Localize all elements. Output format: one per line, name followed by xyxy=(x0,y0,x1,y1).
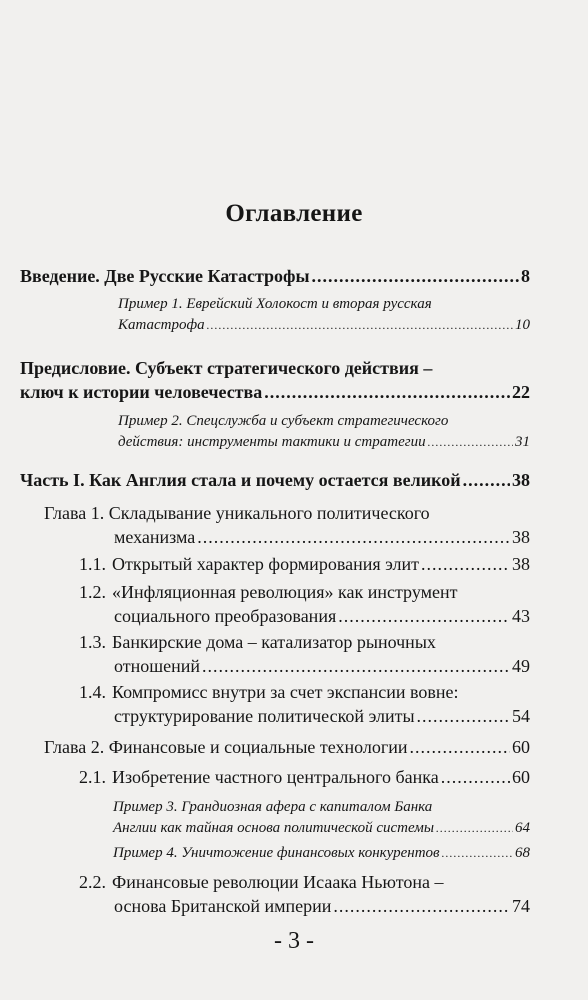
toc-entry-text: Пример 1. Еврейский Холокост и вторая русская xyxy=(118,296,432,312)
toc-title: Оглавление xyxy=(225,200,363,227)
toc-entry-text: механизма xyxy=(114,527,196,547)
toc-page-number: 38 xyxy=(512,527,530,547)
toc-entry-text: социального преобразования xyxy=(114,606,337,626)
leader-dots xyxy=(436,818,513,839)
section-number: 1.4. xyxy=(79,682,106,702)
toc-entry-text: Компромисс внутри за счет экспансии вовне: xyxy=(112,682,459,702)
toc-page-number: 10 xyxy=(515,317,530,333)
toc-entry-example-3[interactable] xyxy=(113,797,530,839)
leader-dots xyxy=(442,843,513,864)
toc-entry-text: Изобретение частного центрального банка xyxy=(112,767,439,787)
toc-entry-text: основа Британской империи xyxy=(114,896,332,916)
toc-entry-text: отношений xyxy=(114,656,201,676)
page-footer-number: - 3 - xyxy=(274,928,314,954)
toc-entry-text: действия: инструменты тактики и стратегии xyxy=(118,434,426,450)
toc-entry-section-1-2[interactable] xyxy=(79,580,530,628)
toc-entry-text: Финансовые революции Исаака Ньютона – xyxy=(112,872,444,892)
toc-entry-text: Глава 2. Финансовые и социальные технологии xyxy=(44,737,408,757)
toc-entry-section-2-1[interactable] xyxy=(79,765,530,789)
leader-dots xyxy=(417,704,510,728)
leader-dots xyxy=(197,525,510,549)
leader-dots xyxy=(441,765,510,789)
toc-page-number: 54 xyxy=(512,706,530,726)
toc-entry-chapter-1[interactable] xyxy=(44,501,530,549)
toc-page-number: 74 xyxy=(512,896,530,916)
toc-entry-text: «Инфляционная революция» как инструмент xyxy=(112,582,458,602)
toc-page-number: 38 xyxy=(512,470,530,490)
section-number: 1.3. xyxy=(79,632,106,652)
toc-entry-text: Часть I. Как Англия стала и почему остается великой xyxy=(20,470,461,490)
toc-page-number: 38 xyxy=(512,554,530,574)
toc-entry-text: Открытый характер формирования элит xyxy=(112,554,419,574)
toc-entry-introduction[interactable] xyxy=(20,264,530,288)
leader-dots xyxy=(312,264,519,288)
toc-entry-text: Англии как тайная основа политической системы xyxy=(113,820,435,836)
leader-dots xyxy=(202,654,510,678)
toc-entry-part-1[interactable] xyxy=(20,468,530,492)
toc-entry-preface[interactable] xyxy=(20,356,530,404)
leader-dots xyxy=(463,468,510,492)
toc-entry-text: Пример 2. Спецслужба и субъект стратегического xyxy=(118,413,449,429)
toc-entry-example-4[interactable] xyxy=(113,843,530,864)
toc-entry-text: ключ к истории человечества xyxy=(20,382,263,402)
toc-page-number: 43 xyxy=(512,606,530,626)
toc-entry-section-1-1[interactable] xyxy=(79,552,530,576)
toc-page-number: 8 xyxy=(521,266,530,286)
toc-entry-text: структурирование политической элиты xyxy=(114,706,415,726)
leader-dots xyxy=(264,380,510,404)
toc-entry-text: Пример 3. Грандиозная афера с капиталом Банка xyxy=(113,799,433,815)
toc-page-number: 22 xyxy=(512,382,530,402)
section-number: 1.2. xyxy=(79,582,106,602)
toc-entry-section-1-3[interactable] xyxy=(79,630,530,678)
toc-entry-section-1-4[interactable] xyxy=(79,680,530,728)
toc-entry-text: Пример 4. Уничтожение финансовых конкурентов xyxy=(113,845,440,861)
leader-dots xyxy=(421,552,510,576)
toc-entry-text: Глава 1. Складывание уникального политического xyxy=(44,503,430,523)
toc-entry-text: Катастрофа xyxy=(118,317,205,333)
toc-entry-section-2-2[interactable] xyxy=(79,870,530,918)
toc-page-number: 68 xyxy=(515,845,530,861)
toc-entry-chapter-2[interactable] xyxy=(44,735,530,759)
toc-page-number: 60 xyxy=(512,737,530,757)
leader-dots xyxy=(338,604,510,628)
toc-page-number: 60 xyxy=(512,767,530,787)
toc-page-number: 31 xyxy=(515,434,530,450)
section-number: 2.1. xyxy=(79,767,106,787)
toc-entry-example-2[interactable] xyxy=(118,411,530,453)
toc-entry-example-1[interactable] xyxy=(118,294,530,336)
toc-entry-text: Банкирские дома – катализатор рыночных xyxy=(112,632,436,652)
leader-dots xyxy=(410,735,510,759)
leader-dots xyxy=(333,894,510,918)
section-number: 2.2. xyxy=(79,872,106,892)
toc-entry-text: Предисловие. Субъект стратегического действия – xyxy=(20,358,433,378)
toc-page-number: 64 xyxy=(515,820,530,836)
leader-dots xyxy=(207,315,513,336)
leader-dots xyxy=(428,432,513,453)
section-number: 1.1. xyxy=(79,554,106,574)
toc-entry-text: Введение. Две Русские Катастрофы xyxy=(20,266,310,286)
toc-page-number: 49 xyxy=(512,656,530,676)
